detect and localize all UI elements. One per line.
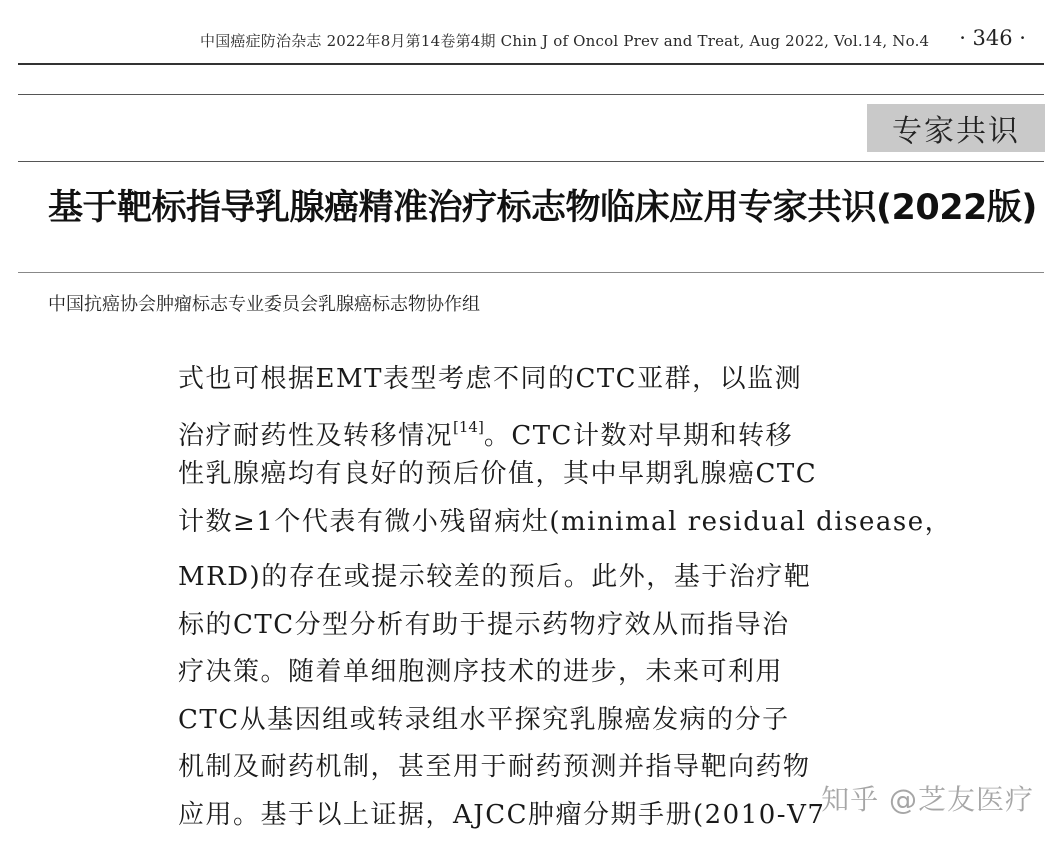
body-line: 式也可根据EMT表型考虑不同的CTC亚群，以监测: [178, 364, 803, 394]
journal-info: 中国癌症防治杂志 2022年8月第14卷第4期 Chin J of Oncol Prev and Treat, Aug 2022, Vol.14, No.4: [200, 32, 930, 50]
body-line: 性乳腺癌均有良好的预后价值，其中早期乳腺癌CTC: [178, 459, 818, 489]
body-text-segment: 。CTC计数对早期和转移: [483, 420, 793, 451]
body-line: 标的CTC分型分析有助于提示药物疗效从而指导治: [178, 609, 790, 640]
author-line: 中国抗癌协会肿瘤标志专业委员会乳腺癌标志物协作组: [48, 294, 480, 315]
body-line: 疗决策。随着单细胞测序技术的进步，未来可利用: [178, 657, 784, 687]
watermark: 知乎 @芝友医疗: [821, 783, 1034, 816]
citation-reference[interactable]: [14]: [453, 417, 484, 436]
page-number: · 346 ·: [959, 26, 1026, 50]
body-line: 计数≥1个代表有微小残留病灶(minimal residual disease，: [178, 506, 953, 537]
title-bottom-rule: [18, 272, 1044, 273]
section-badge: 专家共识: [867, 104, 1045, 152]
body-line: [178, 404, 898, 452]
body-line: 机制及耐药机制，甚至用于耐药预测并指导靶向药物: [178, 752, 811, 782]
body-line: CTC从基因组或转录组水平探究乳腺癌发病的分子: [178, 704, 790, 735]
running-header: [0, 22, 1062, 62]
body-line: 应用。基于以上证据，AJCC肿瘤分期手册(2010-V7: [178, 799, 826, 830]
body-text-segment: 治疗耐药性及转移情况: [178, 420, 454, 451]
body-line: MRD)的存在或提示较差的预后。此外，基于治疗靶: [178, 562, 812, 592]
header-rule: [18, 63, 1044, 65]
article-title: 基于靶标指导乳腺癌精准治疗标志物临床应用专家共识(2022版): [48, 188, 1037, 228]
section-top-rule: [18, 94, 1044, 95]
title-top-rule: [18, 161, 1044, 162]
